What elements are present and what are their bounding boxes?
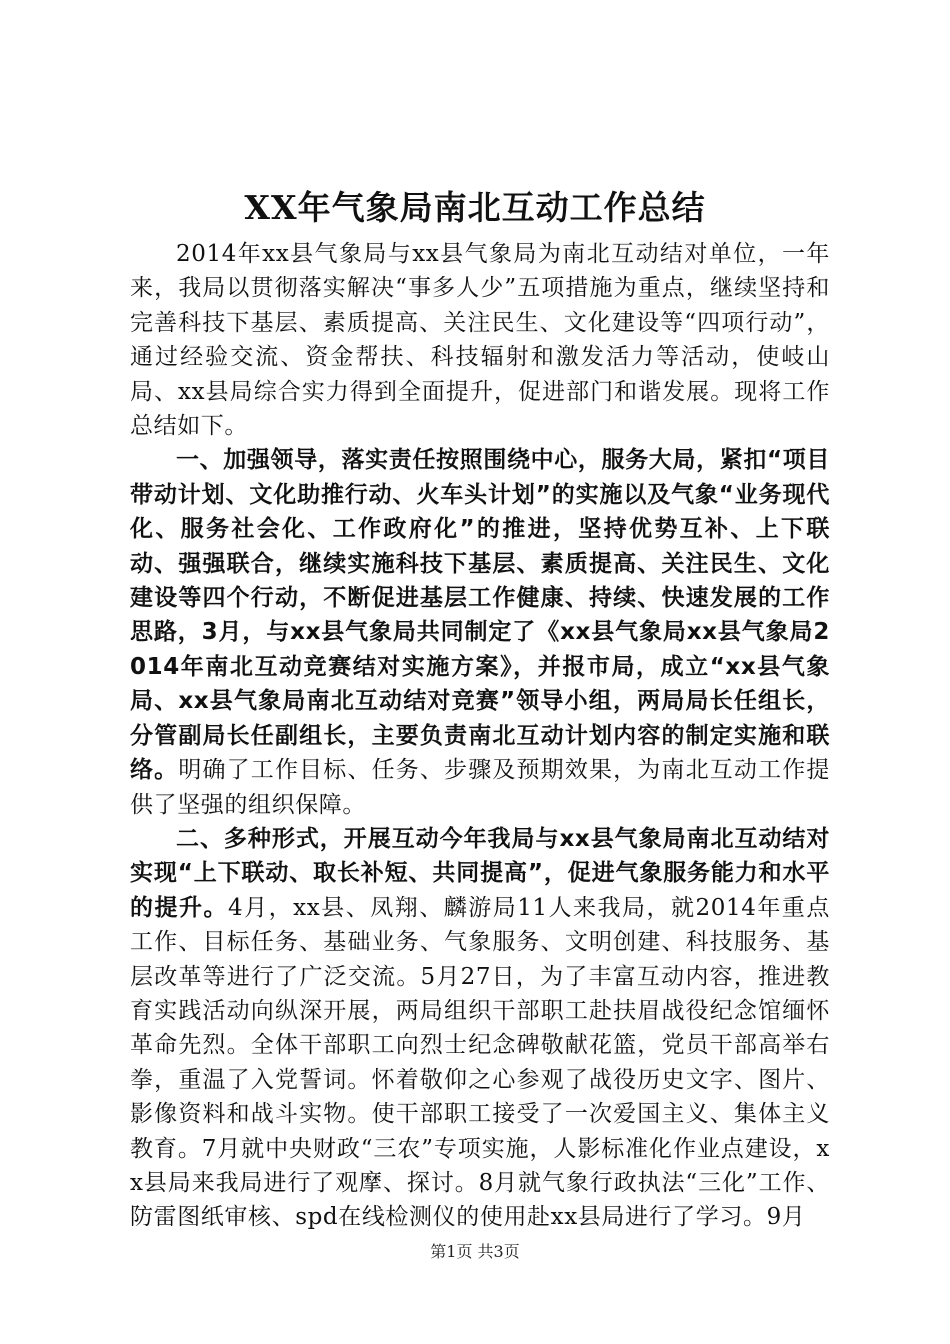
section-2-heading: 二、多种形式，开展互动今年我局与xx县气象局南北互动结对实现“上下联动、取长补短、共同提高”，促进气象服务能力和水平的提升。 bbox=[130, 825, 830, 921]
section-2-paragraph bbox=[130, 822, 830, 1235]
section-1-body: 明确了工作目标、任务、步骤及预期效果，为南北互动工作提供了坚强的组织保障。 bbox=[130, 757, 831, 818]
section-1-paragraph bbox=[130, 443, 830, 821]
document-title: XX年气象局南北互动工作总结 bbox=[244, 188, 706, 227]
section-2-body: 4月，xx县、凤翔、麟游局11人来我局，就2014年重点工作、目标任务、基础业务、气象服务、文明创建、科技服务、基层改革等进行了广泛交流。5月27日，为了丰富互动内容，推进教育实践活动向纵深开展，两局组织干部职工赴扶眉战役纪念馆缅怀革命先烈。全体干部职工向烈士纪念碑敬献花篮，党员干部高举右拳，重温了入党誓词。怀着敬仰之心参观了战役历史文字、图片、影像资料和战斗实物。使干部职工接受了一次爱国主义、集体主义教育。7月就中央财政“三农”专项实施，人影标准化作业点建设，xx县局来我局进行了观摩、探讨。8月就气象行政执法“三化”工作、防雷图纸审核、spd在线检测仪的使用赴xx县局进行了学习。9月 bbox=[130, 894, 830, 1231]
section-1-heading: 一、加强领导，落实责任按照围绕中心，服务大局，紧扣“项目带动计划、文化助推行动、火车头计划”的实施以及气象“业务现代化、服务社会化、工作政府化”的推进，坚持优势互补、上下联动、强强联合，继续实施科技下基层、素质提高、关注民生、文化建设等四个行动，不断促进基层工作健康、持续、快速发展的工作思路，3月，与xx县气象局共同制定了《xx县气象局xx县气象局2014年南北互动竞赛结对实施方案》，并报市局，成立“xx县气象局、xx县气象局南北互动结对竞赛”领导小组，两局局长任组长，分管副局长任副组长，主要负责南北互动计划内容的制定实施和联络。 bbox=[130, 447, 830, 784]
document-body bbox=[130, 237, 830, 1235]
intro-paragraph: 2014年xx县气象局与xx县气象局为南北互动结对单位，一年来，我局以贯彻落实解决“事多人少”五项措施为重点，继续坚持和完善科技下基层、素质提高、关注民生、文化建设等“四项行动”，通过经验交流、资金帮扶、科技辐射和激发活力等活动，使岐山局、xx县局综合实力得到全面提升，促进部门和谐发展。现将工作总结如下。 bbox=[130, 241, 830, 440]
page-footer: 第1页 共3页 bbox=[430, 1242, 520, 1261]
